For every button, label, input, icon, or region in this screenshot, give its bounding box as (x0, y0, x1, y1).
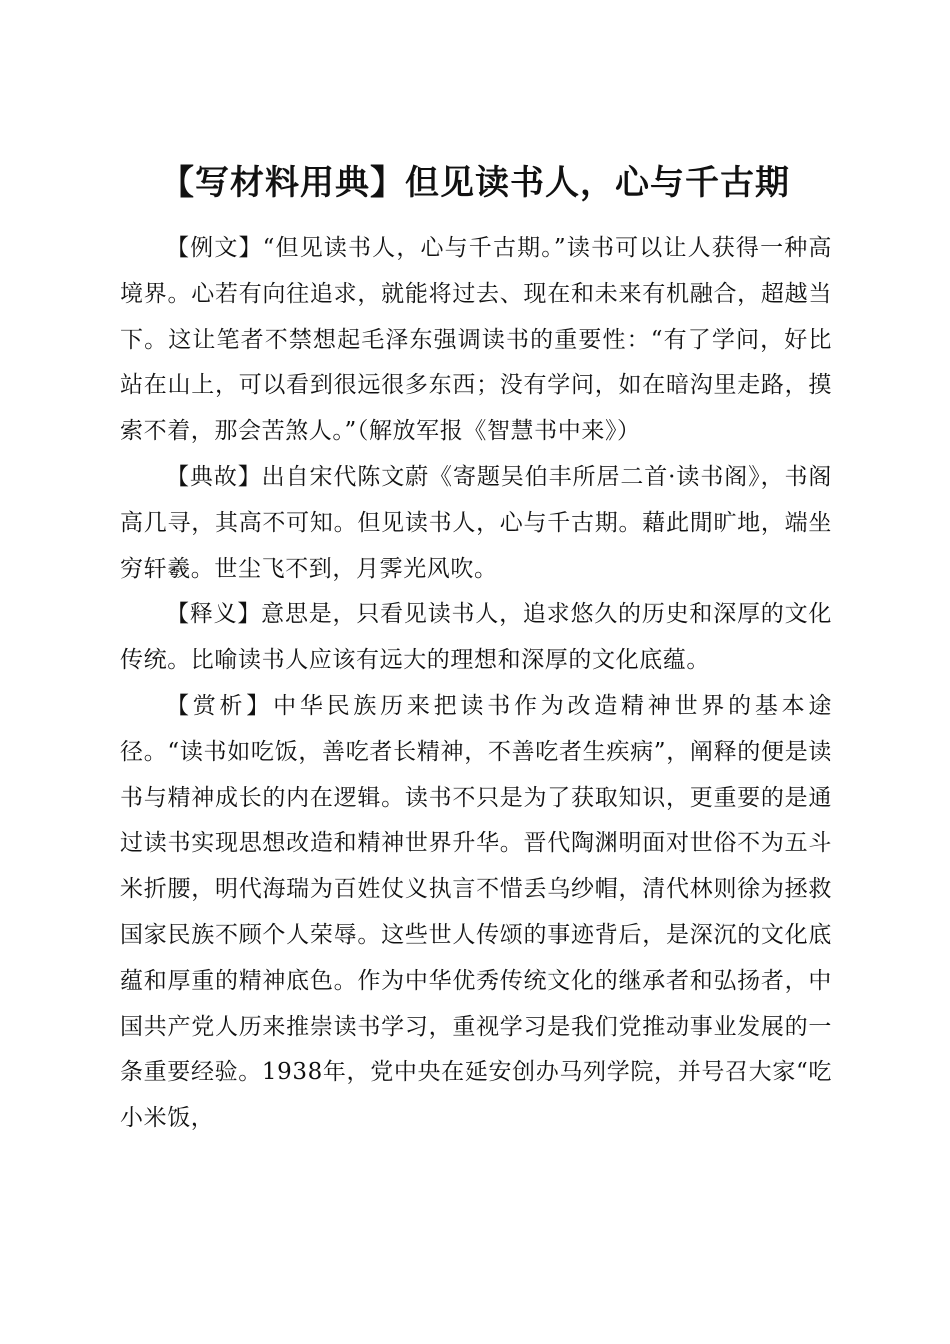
document-body (120, 226, 832, 1142)
paragraph-allusion: 【典故】出自宋代陈文蔚《寄题吴伯丰所居二首·读书阁》，书阁高几寻，其高不可知。但见读书人，心与千古期。藉此閒旷地，端坐穷轩羲。世尘飞不到，月霁光风吹。 (120, 463, 832, 582)
paragraph-example: 【例文】“但见读书人，心与千古期。”读书可以让人获得一种高境界。心若有向往追求，就能将过去、现在和未来有机融合，超越当下。这让笔者不禁想起毛泽东强调读书的重要性：“有了学问，好比站在山上，可以看到很远很多东西；没有学问，如在暗沟里走路，摸索不着，那会苦煞人。”（解放军报《智慧书中来》） (120, 235, 832, 445)
paragraph-meaning: 【释义】意思是，只看见读书人，追求悠久的历史和深厚的文化传统。比喻读书人应该有远大的理想和深厚的文化底蕴。 (120, 601, 832, 674)
document-title: 【写材料用典】但见读书人，心与千古期 (160, 162, 790, 203)
paragraph-appreciation: 【赏析】中华民族历来把读书作为改造精神世界的基本途径。“读书如吃饭，善吃者长精神，不善吃者生疾病”，阐释的便是读书与精神成长的内在逻辑。读书不只是为了获取知识，更重要的是通过读书实现思想改造和精神世界升华。晋代陶渊明面对世俗不为五斗米折腰，明代海瑞为百姓仗义执言不惜丢乌纱帽，清代林则徐为拯救国家民族不顾个人荣辱。这些世人传颂的事迹背后，是深沉的文化底蕴和厚重的精神底色。作为中华优秀传统文化的继承者和弘扬者，中国共产党人历来推崇读书学习，重视学习是我们党推动事业发展的一条重要经验。1938年，党中央在延安创办马列学院，并号召大家“吃小米饭， (120, 692, 832, 1132)
